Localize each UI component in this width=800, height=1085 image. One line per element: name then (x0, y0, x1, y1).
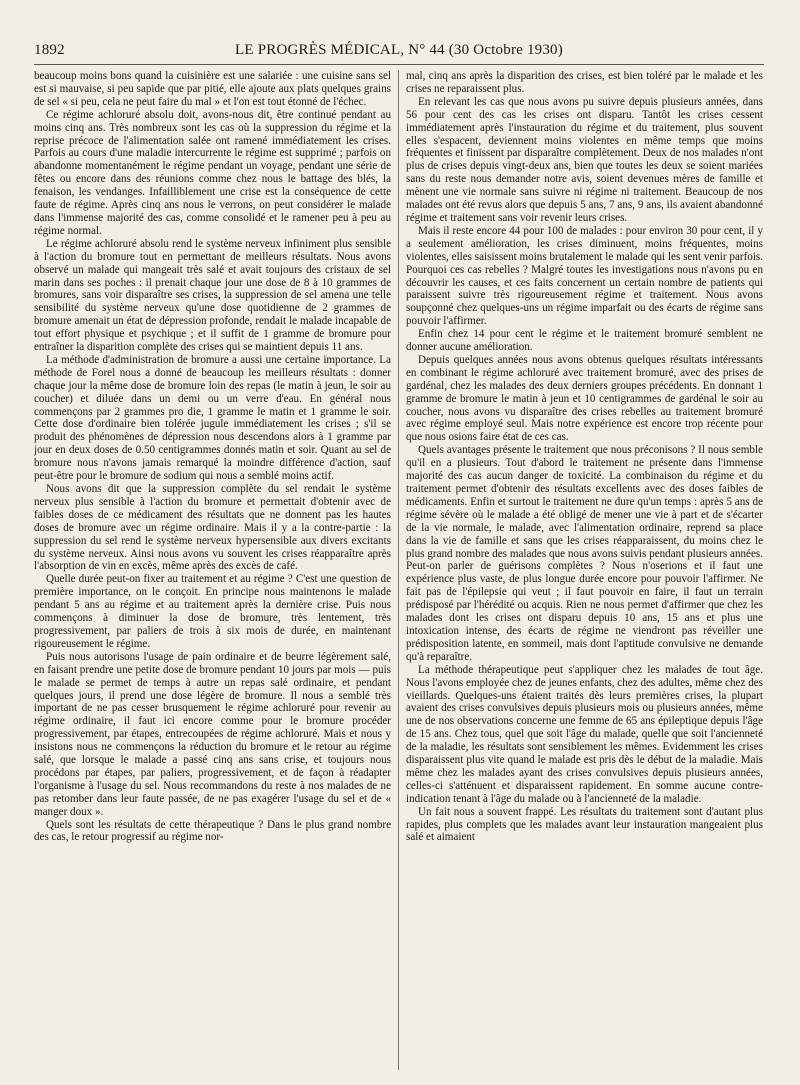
paragraph: Quels avantages présente le traitement que nous préconisons ? Il nous semble qu'il en a plusieurs. Tout d'abord le traitement ne présente dans l'immense majorité des cas aucun danger de toxicité. La combinaison du régime et du traitement permet d'obtenir des résultats excellents avec des doses faibles de médicaments. Enfin et surtout le traitement ne dure qu'un temps : après 5 ans de régime sévère où le malade a été obligé de mener une vie à part et de s'écarter de la vie normale, le malade, avec l'alimentation ordinaire, reprend sa place dans la vie de famille et sans que les crises réapparaissent, du moins chez le plus grand nombre des malades que nous avons suivis pendant plusieurs années. Peut-on parler de guérisons complètes ? Nous n'oserions et il faut une expérience plus vaste, de plus longue durée encore pour pouvoir l'affirmer. Ne fait pas de l'épilepsie qui veut ; il faut pouvoir en faire, il faut un terrain prédisposé par l'hérédité ou acquis. Rien ne nous permet d'affirmer que chez les malades dont les crises ont disparu depuis 10 ans, 15 ans et plus une intoxication intense, des écarts de régime ne viendront pas réveiller une prédisposition latente, en sommeil, mais dont l'aptitude convulsive ne demande qu'à reparaître. (406, 444, 763, 663)
paragraph: La méthode d'administration de bromure a aussi une certaine importance. La méthode de Forel nous a donné de beaucoup les meilleurs résultats : donner chaque jour la même dose de bromure loin des repas (le matin à jeun, le soir au coucher) et diluée dans un demi ou un verre d'eau. En général nous commençons par 2 grammes pro die, 1 gramme le matin et 1 gramme le soir. Cette dose d'ordinaire bien tolérée jugule immédiatement les crises ; s'il se produit des phénomènes de dépression nous descendons alors à 1 gramme par jour en deux doses de 0.50 centigrammes donnés matin et soir. Quant au sel de bromure nous n'avons jamais remarqué la moindre différence d'action, sauf peut-être pour le bromure de sodium qui nous a semblé moins actif. (34, 353, 391, 483)
paragraph: La méthode thérapeutique peut s'appliquer chez les malades de tout âge. Nous l'avons employée chez de jeunes enfants, chez des adultes, même chez des vieillards. Quelques-uns étaient traités dès leurs premières crises, la plupart avaient des crises convulsives depuis plusieurs mois ou plusieurs années, même une de nos observations concerne une femme de 65 ans épileptique depuis l'âge de 15 ans. Chez tous, quel que soit l'âge du malade, quelle que soit l'ancienneté de la maladie, les résultats sont sensiblement les mêmes. Evidemment les crises disparaissent plus vite quand le malade est pris dès le début de la maladie. Mais même chez les malades ayant des crises convulsives depuis plusieurs années, celles-ci s'atténuent et disparaissent rapidement. En somme aucune contre-indication tenant à l'âge du malade ou à l'ancienneté de la maladie. (406, 663, 763, 805)
paragraph: beaucoup moins bons quand la cuisinière est une salariée : une cuisine sans sel est si mauvaise, si peu sapide que par pitié, elle ajoute aux plats quelques grains de sel « si peu, cela ne peut faire du mal » et l'on est tout étonné de l'échec. (34, 70, 391, 108)
paragraph: Puis nous autorisons l'usage de pain ordinaire et de beurre légèrement salé, en faisant prendre une petite dose de bromure pendant 10 jours par mois — puis le malade se permet de temps à autre un repas salé ordinaire, et pendant quelques jours, il prend une dose légère de bromure. Il nous a semblé très important de ne pas cesser brusquement le régime achloruré pour revenir au régime ordinaire, il faut ici encore comme pour le bromure procéder progressivement, par étapes, entrecoupées de régime achloruré. Mais et nous y insistons nous ne commençons la réduction du bromure et le retour au régime salé, que lorsque le malade a passé cinq ans sans crise, et toujours nous procédons par étapes, par paliers, progressivement, et de façon à réadapter l'organisme à l'usage du sel. Nous recommandons du reste à nos malades de ne pas retomber dans leur faute passée, de ne pas exagérer l'usage du sel et de « manger doux ». (34, 650, 391, 818)
page-number: 1892 (34, 42, 65, 58)
column-rule (398, 70, 399, 1070)
page-header (34, 42, 764, 64)
paragraph: Un fait nous a souvent frappé. Les résultats du traitement sont d'autant plus rapides, plus complets que les malades avant leur instauration mangeaient plus salé et aimaient (406, 805, 763, 844)
paragraph: Mais il reste encore 44 pour 100 de malades : pour environ 30 pour cent, il y a seulement amélioration, les crises diminuent, moins fréquentes, moins violentes, elles saisissent moins brutalement le malade qui les sent venir parfois. Pourquoi ces cas rebelles ? Malgré toutes les investigations nous n'avons pu en découvrir les causes, et ces faits concernent un certain nombre de patients qui paraissent suivre très rigoureusement régime et traitement. Nous avons soupçonné chez quelques-uns un régime imparfait ou des écarts de régime sans pouvoir l'affirmer. (406, 224, 763, 328)
right-column (406, 70, 763, 1070)
header-rule (34, 64, 764, 65)
paragraph: Quels sont les résultats de cette thérapeutique ? Dans le plus grand nombre des cas, le retour progressif au régime nor- (34, 818, 391, 844)
running-head: LE PROGRÈS MÉDICAL, N° 44 (30 Octobre 1930) (235, 42, 563, 58)
paragraph: Nous avons dit que la suppression complète du sel rendait le système nerveux plus sensible à l'action du bromure et permettait d'obtenir avec de faibles doses de ce médicament des résultats que ne donnent pas les hautes doses de bromure avec un régime ordinaire. Mais il y a la contre-partie : la suppression du sel rend le système nerveux hypersensible aux divers excitants du système nerveux. Ainsi nous avons vu souvent les crises réapparaître après l'absorption de vin en excès, même après des excès de café. (34, 483, 391, 573)
paragraph: Ce régime achloruré absolu doit, avons-nous dit, être continué pendant au moins cinq ans. Très nombreux sont les cas où la suppression du régime et la reprise précoce de l'alimentation salée ont ramené immédiatement les crises. Parfois au cours d'une maladie intercurrente le régime est supprimé ; parfois on abandonne momentanément le régime pendant un voyage, pendant une série de fêtes ou encore dans des réunions comme chez nous le battage des blés, la fenaison, les vendanges. Infailliblement une crise est la conséquence de cette faute de régime. Après cinq ans nous le verrons, on peut considérer le malade dans l'immense majorité des cas, comme consolidé et le ramener peu à peu au régime normal. (34, 108, 391, 237)
paragraph: Quelle durée peut-on fixer au traitement et au régime ? C'est une question de première importance, on le conçoit. En principe nous maintenons le malade pendant 5 ans au régime et au traitement après la dernière crise. Puis nous commençons à diminuer la dose de bromure, très lentement, très progressivement, par paliers de trois à six mois de durée, en maintenant rigoureusement le régime. (34, 573, 391, 650)
paragraph: Le régime achloruré absolu rend le système nerveux infiniment plus sensible à l'action du bromure tout en permettant de meilleurs résultats. Nous avons observé un malade qui mangeait très salé et avait toujours des cristaux de sel marin dans ses poches : il prenait chaque jour une dose de 8 à 10 grammes de bromures, sans voir disparaître ses crises, la suppression de sel amena une telle sensibilité du système nerveux qu'une dose quotidienne de 2 grammes de bromure amenait un état de dépression profonde, rendait le malade incapable de tout effort physique et psychique ; et il suffit de 1 gramme de bromure pour entraîner la disparition complète des crises qui se maintient depuis 11 ans. (34, 237, 391, 354)
left-column (34, 70, 391, 1070)
paragraph: Enfin chez 14 pour cent le régime et le traitement bromuré semblent ne donner aucune amélioration. (406, 328, 763, 354)
paragraph: En relevant les cas que nous avons pu suivre depuis plusieurs années, dans 56 pour cent des cas les crises ont disparu. Tantôt les crises cessent immédiatement après l'instauration du régime et du traitement, plus souvent elles s'espacent, deviennent moins violentes en même temps que moins fréquentes et finissent par disparaître complètement. Deux de nos malades n'ont plus de crises depuis vingt-deux ans, bien que toutes les deux se soient mariées sans du reste nous demander notre avis, soient devenues mères de famille et mènent une vie normale sans suivre ni régime ni traitement. Beaucoup de nos malades ont été revus alors que depuis 5 ans, 7 ans, 9 ans, ils avaient abandonné régime et traitement sans voir revenir leurs crises. (406, 95, 763, 224)
paragraph: mal, cinq ans après la disparition des crises, est bien toléré par le malade et les crises ne reparaissent plus. (406, 70, 763, 95)
paragraph: Depuis quelques années nous avons obtenus quelques résultats intéressants en combinant le régime achloruré avec traitement bromuré, avec des prises de gardénal, chez les malades des deux derniers groupes précédents. En donnant 1 gramme de bromure le matin à jeun et 10 centigrammes de gardénal le soir au coucher, nous avons vu disparaître des crises rebelles au traitement bromuré avec régime employé seul. Mais notre expérience est encore trop récente pour que nous osions faire état de ces cas. (406, 353, 763, 444)
